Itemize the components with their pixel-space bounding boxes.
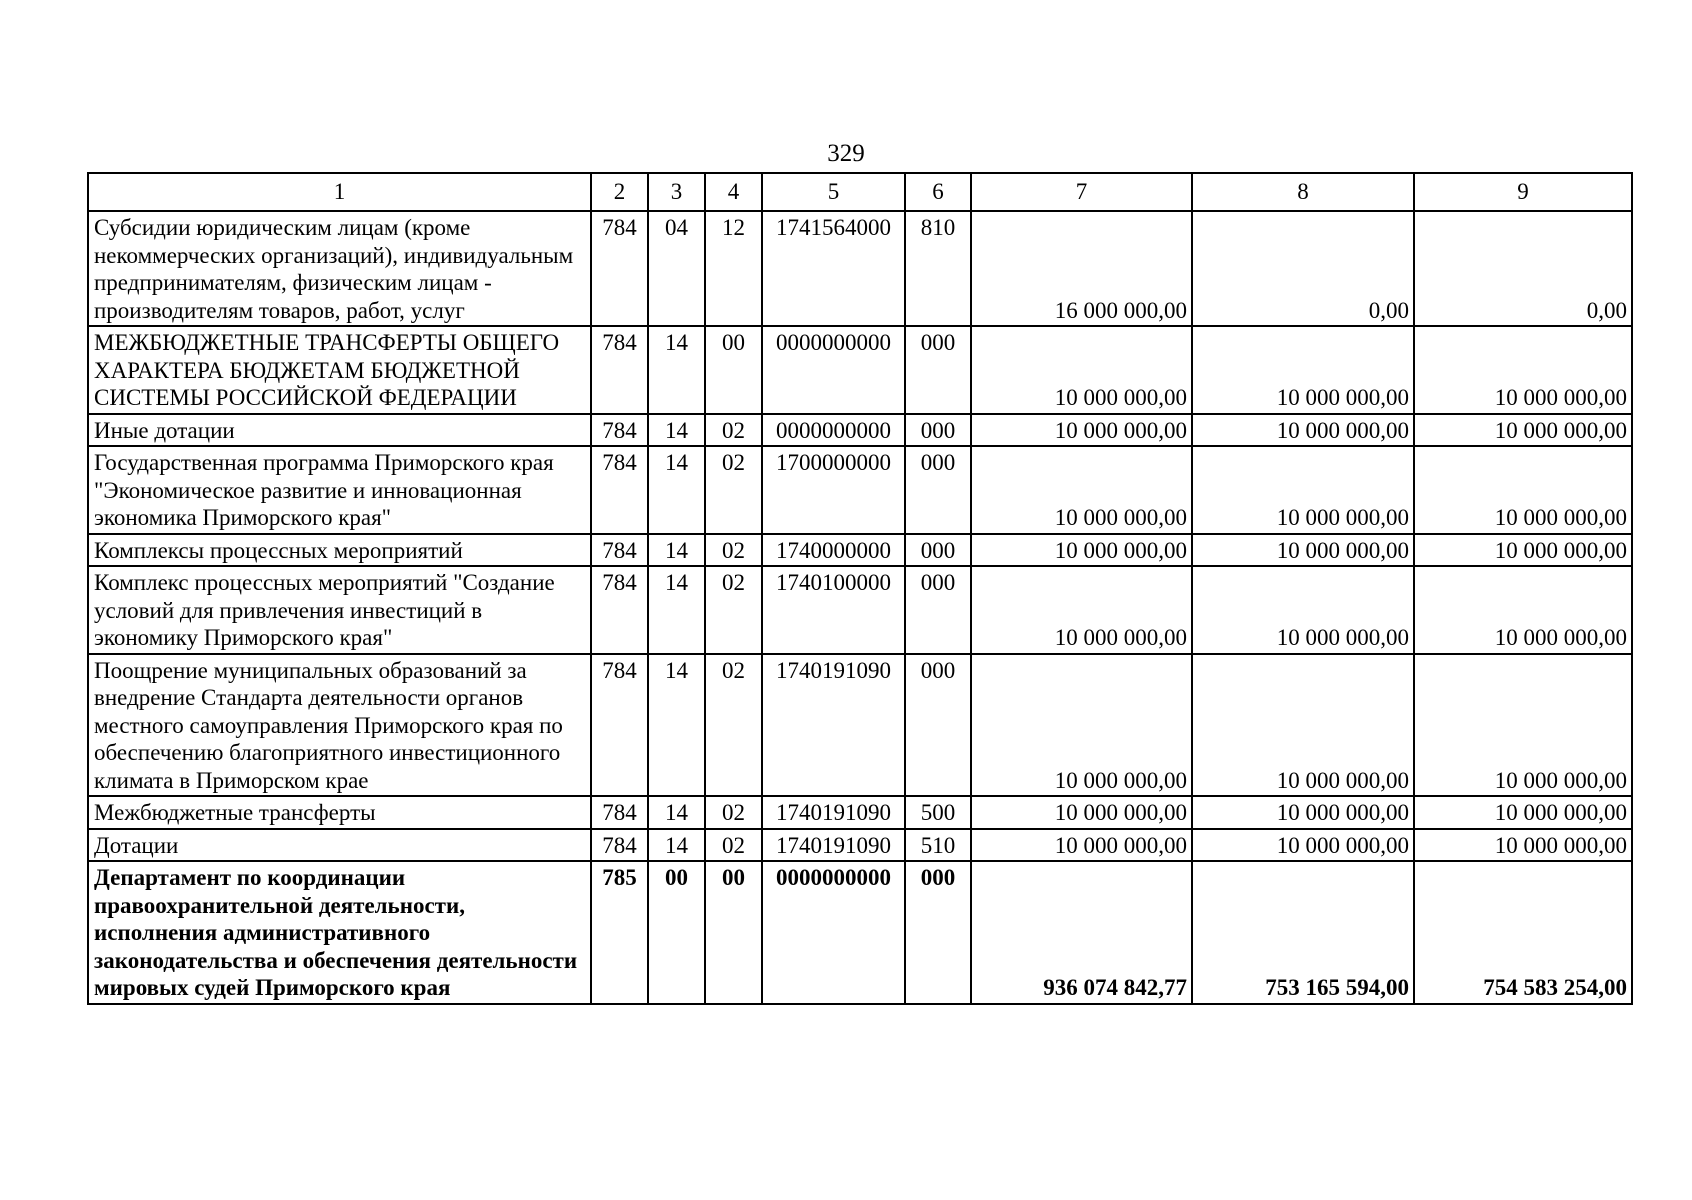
code-cell: 0000000000 <box>762 414 905 447</box>
code-cell: 510 <box>905 829 971 862</box>
code-cell: 784 <box>591 414 648 447</box>
table-row <box>88 211 1632 326</box>
code-cell: 14 <box>648 654 705 797</box>
column-header: 1 <box>88 173 591 211</box>
row-name: Дотации <box>88 829 591 862</box>
code-cell: 1740191090 <box>762 796 905 829</box>
code-cell: 1700000000 <box>762 446 905 534</box>
code-cell: 00 <box>705 861 762 1004</box>
amount-cell: 10 000 000,00 <box>1192 414 1414 447</box>
code-cell: 14 <box>648 326 705 414</box>
row-name: Департамент по координации правоохранительной деятельности, исполнения административного законодательства и обеспечения деятельности мировых судей Приморского края <box>88 861 591 1004</box>
row-name: Комплексы процессных мероприятий <box>88 534 591 567</box>
code-cell: 0000000000 <box>762 861 905 1004</box>
table-row <box>88 566 1632 654</box>
code-cell: 810 <box>905 211 971 326</box>
code-cell: 784 <box>591 326 648 414</box>
amount-cell: 0,00 <box>1414 211 1632 326</box>
code-cell: 00 <box>705 326 762 414</box>
row-name: Поощрение муниципальных образований за внедрение Стандарта деятельности органов местного самоуправления Приморского края по обеспечению благоприятного инвестиционного климата в Приморском крае <box>88 654 591 797</box>
amount-cell: 10 000 000,00 <box>971 326 1192 414</box>
row-name: Иные дотации <box>88 414 591 447</box>
amount-cell: 10 000 000,00 <box>1414 796 1632 829</box>
table-header-row <box>88 173 1632 211</box>
code-cell: 000 <box>905 861 971 1004</box>
budget-table <box>87 172 1633 1005</box>
code-cell: 14 <box>648 566 705 654</box>
code-cell: 784 <box>591 566 648 654</box>
amount-cell: 10 000 000,00 <box>1414 326 1632 414</box>
amount-cell: 10 000 000,00 <box>1414 534 1632 567</box>
code-cell: 14 <box>648 796 705 829</box>
code-cell: 500 <box>905 796 971 829</box>
table-row <box>88 534 1632 567</box>
code-cell: 12 <box>705 211 762 326</box>
code-cell: 14 <box>648 414 705 447</box>
code-cell: 02 <box>705 796 762 829</box>
amount-cell: 10 000 000,00 <box>971 796 1192 829</box>
code-cell: 784 <box>591 829 648 862</box>
code-cell: 000 <box>905 326 971 414</box>
column-header: 6 <box>905 173 971 211</box>
amount-cell: 10 000 000,00 <box>971 829 1192 862</box>
table-row <box>88 446 1632 534</box>
code-cell: 1740000000 <box>762 534 905 567</box>
amount-cell: 0,00 <box>1192 211 1414 326</box>
code-cell: 14 <box>648 534 705 567</box>
row-name: Комплекс процессных мероприятий "Создание условий для привлечения инвестиций в экономику Приморского края" <box>88 566 591 654</box>
code-cell: 784 <box>591 654 648 797</box>
code-cell: 14 <box>648 446 705 534</box>
code-cell: 784 <box>591 446 648 534</box>
table-row <box>88 414 1632 447</box>
row-name: МЕЖБЮДЖЕТНЫЕ ТРАНСФЕРТЫ ОБЩЕГО ХАРАКТЕРА БЮДЖЕТАМ БЮДЖЕТНОЙ СИСТЕМЫ РОССИЙСКОЙ ФЕДЕРАЦИИ <box>88 326 591 414</box>
code-cell: 000 <box>905 534 971 567</box>
amount-cell: 10 000 000,00 <box>1192 796 1414 829</box>
code-cell: 784 <box>591 534 648 567</box>
code-cell: 785 <box>591 861 648 1004</box>
column-header: 7 <box>971 173 1192 211</box>
amount-cell: 10 000 000,00 <box>1192 829 1414 862</box>
row-name: Субсидии юридическим лицам (кроме некоммерческих организаций), индивидуальным предпринимателям, физическим лицам - производителям товаров, работ, услуг <box>88 211 591 326</box>
column-header: 4 <box>705 173 762 211</box>
row-name: Государственная программа Приморского края "Экономическое развитие и инновационная экономика Приморского края" <box>88 446 591 534</box>
page-number: 329 <box>827 140 865 167</box>
amount-cell: 753 165 594,00 <box>1192 861 1414 1004</box>
amount-cell: 10 000 000,00 <box>1414 446 1632 534</box>
code-cell: 784 <box>591 796 648 829</box>
table-row <box>88 326 1632 414</box>
amount-cell: 10 000 000,00 <box>971 654 1192 797</box>
amount-cell: 10 000 000,00 <box>1414 829 1632 862</box>
amount-cell: 10 000 000,00 <box>1414 654 1632 797</box>
code-cell: 14 <box>648 829 705 862</box>
amount-cell: 10 000 000,00 <box>971 414 1192 447</box>
code-cell: 02 <box>705 446 762 534</box>
amount-cell: 936 074 842,77 <box>971 861 1192 1004</box>
code-cell: 1741564000 <box>762 211 905 326</box>
amount-cell: 10 000 000,00 <box>971 534 1192 567</box>
amount-cell: 10 000 000,00 <box>1192 534 1414 567</box>
code-cell: 04 <box>648 211 705 326</box>
code-cell: 000 <box>905 414 971 447</box>
table-row <box>88 796 1632 829</box>
column-header: 3 <box>648 173 705 211</box>
code-cell: 0000000000 <box>762 326 905 414</box>
column-header: 9 <box>1414 173 1632 211</box>
code-cell: 784 <box>591 211 648 326</box>
amount-cell: 10 000 000,00 <box>1192 326 1414 414</box>
amount-cell: 10 000 000,00 <box>1192 446 1414 534</box>
amount-cell: 10 000 000,00 <box>971 566 1192 654</box>
column-header: 8 <box>1192 173 1414 211</box>
amount-cell: 10 000 000,00 <box>971 446 1192 534</box>
amount-cell: 754 583 254,00 <box>1414 861 1632 1004</box>
code-cell: 1740100000 <box>762 566 905 654</box>
amount-cell: 10 000 000,00 <box>1192 654 1414 797</box>
row-name: Межбюджетные трансферты <box>88 796 591 829</box>
code-cell: 000 <box>905 566 971 654</box>
amount-cell: 16 000 000,00 <box>971 211 1192 326</box>
code-cell: 02 <box>705 414 762 447</box>
code-cell: 02 <box>705 654 762 797</box>
table-row-department-total <box>88 861 1632 1004</box>
code-cell: 00 <box>648 861 705 1004</box>
code-cell: 000 <box>905 654 971 797</box>
table-row <box>88 829 1632 862</box>
table-row <box>88 654 1632 797</box>
amount-cell: 10 000 000,00 <box>1414 566 1632 654</box>
code-cell: 02 <box>705 566 762 654</box>
code-cell: 1740191090 <box>762 829 905 862</box>
code-cell: 02 <box>705 534 762 567</box>
amount-cell: 10 000 000,00 <box>1414 414 1632 447</box>
code-cell: 1740191090 <box>762 654 905 797</box>
amount-cell: 10 000 000,00 <box>1192 566 1414 654</box>
code-cell: 000 <box>905 446 971 534</box>
column-header: 2 <box>591 173 648 211</box>
column-header: 5 <box>762 173 905 211</box>
code-cell: 02 <box>705 829 762 862</box>
